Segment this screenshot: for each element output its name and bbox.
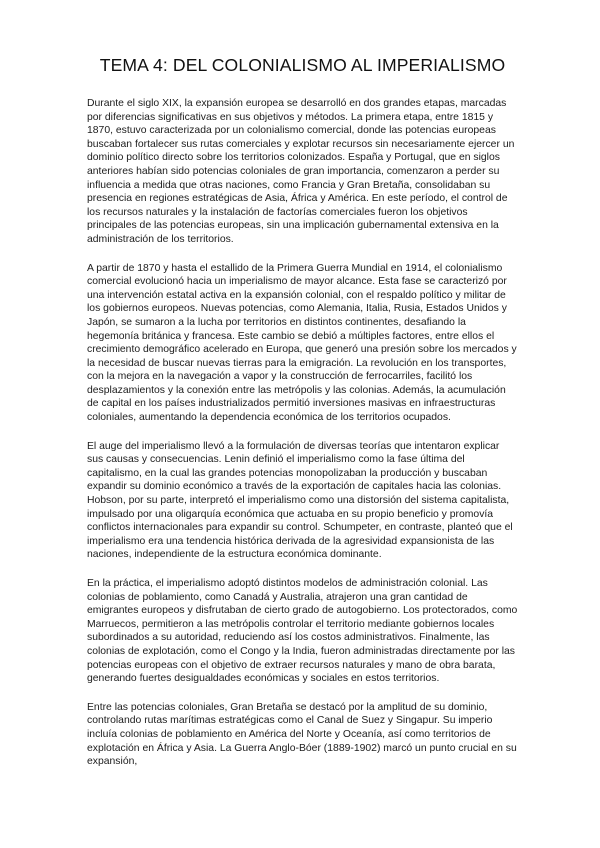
- paragraph-4: En la práctica, el imperialismo adoptó distintos modelos de administración colonial. Las colonias de poblamiento, como Canadá y Australia, atrajeron una gran cantidad de emigrantes europeos y disfrutaban de cierto grado de autogobierno. Los protectorados, como Marruecos, permitieron a las metrópolis controlar el territorio mediante gobiernos locales subordinados a su autoridad, reduciendo así los costos administrativos. Finalmente, las colonias de explotación, como el Congo y la India, fueron administradas directamente por las potencias europeas con el objetivo de extraer recursos naturales y mano de obra barata, generando fuertes desigualdades económicas y sociales en estos territorios.: [87, 578, 518, 685]
- paragraph-1: Durante el siglo XIX, la expansión europea se desarrolló en dos grandes etapas, marcadas por diferencias significativas en sus objetivos y métodos. La primera etapa, entre 1815 y 1870, estuvo caracterizada por un colonialismo comercial, donde las potencias europeas buscaban fortalecer sus rutas comerciales y explotar recursos sin necesariamente ejercer un dominio político directo sobre los territorios colonizados. España y Portugal, que en siglos anteriores habían sido potencias coloniales de gran importancia, comenzaron a perder su influencia a medida que otras naciones, como Francia y Gran Bretaña, consolidaban su presencia en regiones estratégicas de Asia, África y América. En este período, el control de los recursos naturales y la instalación de factorías comerciales fueron los objetivos principales de las potencias europeas, sin una implicación gubernamental extensiva en la administración de los territorios.: [87, 98, 515, 245]
- paragraph-3: El auge del imperialismo llevó a la formulación de diversas teorías que intentaron explicar sus causas y consecuencias. Lenin definió el imperialismo como la fase última del capitalismo, en la cual las grandes potencias monopolizaban la producción y buscaban expandir su dominio económico a través de la exportación de capitales hacia las colonias. Hobson, por su parte, interpretó el imperialismo como una distorsión del sistema capitalista, impulsado por una oligarquía económica que actuaba en su propio beneficio y promovía conflictos internacionales para expandir su control. Schumpeter, en contraste, planteó que el imperialismo era una tendencia histórica derivada de la agresividad expansionista de las naciones, independiente de la estructura económica dominante.: [87, 440, 513, 561]
- document-title: TEMA 4: DEL COLONIALISMO AL IMPERIALISMO: [99, 55, 506, 75]
- paragraph-5: Entre las potencias coloniales, Gran Bretaña se destacó por la amplitud de su dominio, controlando rutas marítimas estratégicas como el Canal de Suez y Singapur. Su imperio incluía colonias de poblamiento en América del Norte y Oceanía, así como territorios de explotación en África y Asia. La Guerra Anglo-Bóer (1889-1902) marcó un punto crucial en su expansión,: [87, 701, 517, 768]
- paragraph-2: A partir de 1870 y hasta el estallido de la Primera Guerra Mundial en 1914, el colonialismo comercial evolucionó hacia un imperialismo de mayor alcance. Esta fase se caracterizó por una intervención estatal activa en la expansión colonial, con el respaldo político y militar de los gobiernos europeos. Nuevas potencias, como Alemania, Italia, Rusia, Estados Unidos y Japón, se sumaron a la lucha por territorios en distintos continentes, desafiando la hegemonía británica y francesa. Este cambio se debió a múltiples factores, entre ellos el crecimiento demográfico acelerado en Europa, que generó una presión sobre los mercados y la necesidad de buscar nuevas tierras para la emigración. La revolución en los transportes, con la mejora en la navegación a vapor y la construcción de ferrocarriles, facilitó los desplazamientos y la conexión entre las metrópolis y las colonias. Además, la acumulación de capital en los países industrializados permitió inversiones masivas en infraestructuras coloniales, aumentando la dependencia económica de los territorios ocupados.: [87, 262, 517, 424]
